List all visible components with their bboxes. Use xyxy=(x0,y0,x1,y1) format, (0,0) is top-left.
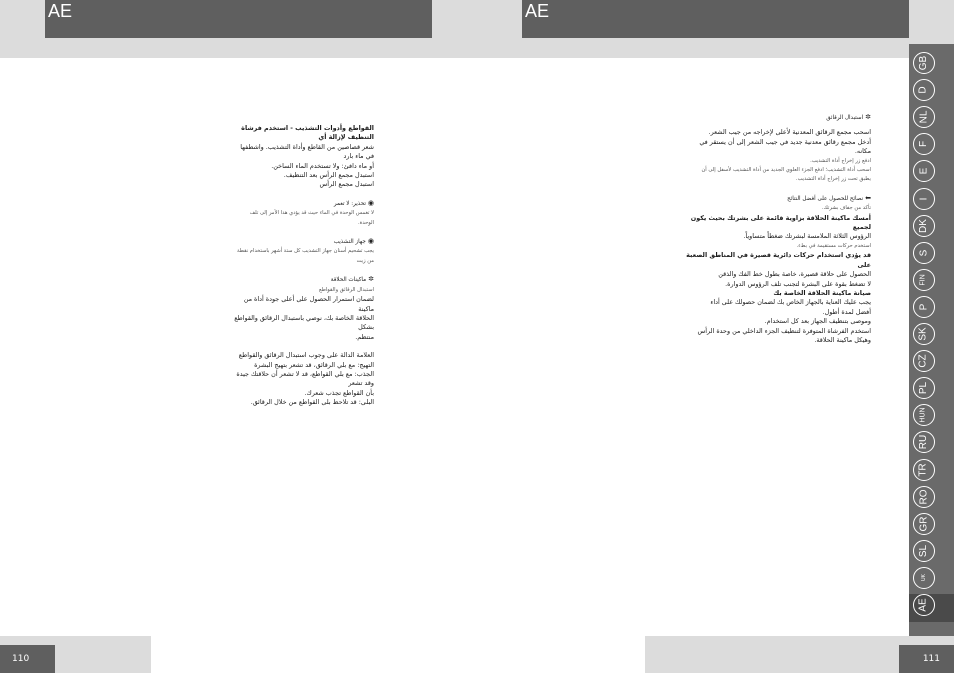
language-tab-label: HUN xyxy=(919,407,927,423)
eye-icon: ◉ xyxy=(367,237,374,246)
language-tab-ro[interactable] xyxy=(913,486,935,508)
right-page-content xyxy=(683,113,871,345)
text-line: التهيج: مع بلي الرقائق، قد تشعر بتهيج البشرة xyxy=(254,360,374,369)
text-line: استبدل مجمع الرأس بعد التنظيف. xyxy=(283,171,374,180)
text-line: تأكد من جفاف بشرتك. xyxy=(821,205,871,212)
language-tab-d[interactable] xyxy=(913,79,935,101)
text-line: وموصى بتنظيف الجهاز بعد كل استخدام. xyxy=(764,317,871,326)
text-line: أدخل مجمع رقائق معدنية جديد في جيب الشعر إلى أن يستقر في xyxy=(699,137,871,146)
text-line: البلى: قد تلاحظ بلى القواطع من خلال الرقائق. xyxy=(250,398,374,407)
gear-icon: ✲ xyxy=(865,113,871,121)
text-line: الرؤوس الثلاثة الملامسة لبشرتك ضغطاً متساوياً. xyxy=(743,232,871,241)
text-line: استبدل مجمع الرأس xyxy=(319,180,374,189)
language-tab-dk[interactable] xyxy=(913,215,935,237)
language-tab-s[interactable] xyxy=(913,242,935,264)
text-line: لضمان استمرار الحصول على أعلى جودة أداة من ماكينة xyxy=(243,295,374,313)
arrow-left-icon: ⬅ xyxy=(865,193,871,202)
language-tab-label: GB xyxy=(917,55,929,71)
language-tab-label: UK xyxy=(920,574,927,582)
language-tab-uk[interactable] xyxy=(913,567,935,589)
section-title: استبدال الرقائق xyxy=(826,115,864,121)
language-tab-label: F xyxy=(917,141,929,148)
text-line: الجذب: مع بلي القواطع، قد لا تشعر أن حلاقتك جيدة وقد تشعر xyxy=(236,369,374,388)
text-line: أو ماء دافئ: ولا تستخدم الماء الساخن. xyxy=(271,161,374,170)
language-tab-label: D xyxy=(917,86,929,94)
text-line: ادفع زر إخراج أداة التشذيب. xyxy=(810,157,871,164)
text-line: اسحب أداة التشذيب؛ ادفع الجزء العلوي الجديد من أداة التشذيب لأسفل إلى أن xyxy=(701,167,871,174)
warning-text: يجب تشحيم أسنان جهاز التشذيب كل ستة أشهر باستخدام نقطة من زيت xyxy=(237,248,374,264)
language-tab-label: I xyxy=(918,197,929,200)
language-tab-label: S xyxy=(917,249,929,257)
text-line: لا تضغط بقوة على البشرة لتجنب تلف الرؤوس الدوارة. xyxy=(725,279,871,288)
language-tab-cz[interactable] xyxy=(913,350,935,372)
language-tab-label: RO xyxy=(918,489,929,505)
text-line: يجب عليك العناية بالجهاز الخاص بك لضمان حصولك على أداء xyxy=(710,298,871,307)
text-line: استخدم الفرشاة المتوفرة لتنظيف الجزء الداخلي من وحدة الرأس xyxy=(697,326,871,335)
text-line: صيانة ماكينة الحلاقة الخاصة بك xyxy=(773,288,871,297)
language-tab-label: DK xyxy=(918,218,929,233)
language-tab-sk[interactable] xyxy=(913,323,935,345)
text-line: الحصول على حلاقة قصيرة، خاصة بطول خط الفك والذقن xyxy=(718,270,871,279)
language-tab-i[interactable] xyxy=(913,188,935,210)
language-tab-gb[interactable] xyxy=(913,52,935,74)
language-tab-p[interactable] xyxy=(913,296,935,318)
section-title: نصائح للحصول على أفضل النتائج xyxy=(787,195,864,202)
text-line: يطبق تحت زر إخراج أداة التشذيب. xyxy=(795,176,871,183)
eye-icon: ◉ xyxy=(367,198,374,207)
language-tab-fin[interactable] xyxy=(913,269,935,291)
warning-text: لا تغمس الوحدة في الماء حيث قد يؤدي هذا الأمر إلى تلف الوحدة. xyxy=(249,210,374,226)
text-line: وهيكل ماكينة الحلاقة. xyxy=(814,335,871,344)
warning-title: جهاز التشذيب xyxy=(333,239,366,246)
language-tab-label: TR xyxy=(918,462,929,477)
text-line: اسحب مجمع الرقائق المعدنية لأعلى لإخراجه من جيب الشعر. xyxy=(708,128,871,137)
header-label-right: AE xyxy=(522,0,909,38)
header-label-left: AE xyxy=(45,0,432,38)
text-line: استخدم حركات مستقيمة في بطء. xyxy=(796,242,871,249)
language-tab-label: E xyxy=(917,168,929,175)
text-line: قد يؤدي استخدام حركات دائرية قصيرة في المناطق الصعبة على xyxy=(686,251,871,269)
warning-title: تحذير: لا تغمر xyxy=(333,200,366,207)
text-line: أفضل لمدة أطول. xyxy=(822,307,871,316)
language-tab-label: AE xyxy=(918,598,929,612)
page-number-right: 111 xyxy=(899,645,954,673)
language-tab-label: SL xyxy=(917,544,929,557)
language-tab-label: P xyxy=(917,303,929,311)
language-tab-label: FIN xyxy=(920,274,927,286)
language-tab-label: RU xyxy=(917,435,929,450)
language-tab-label: GR xyxy=(918,516,929,532)
text-line: استبدال الرقائق والقواطع xyxy=(318,286,374,293)
text-line: منتظم. xyxy=(355,332,374,341)
text-line: القواطع وأدوات التشذيب - استخدم فرشاة التنظيف لإزالة أي xyxy=(241,124,374,142)
gear-icon: ✲ xyxy=(368,275,374,284)
text-line: الحلاقة الخاصة بك، نوصي باستبدال الرقائق والقواطع بشكل xyxy=(234,313,374,332)
page-number-left: 110 xyxy=(0,645,55,673)
language-tab-gr[interactable] xyxy=(913,513,935,535)
language-tab-ae[interactable] xyxy=(913,594,935,616)
language-tab-label: SK xyxy=(918,327,929,341)
text-line: بأن القواطع تجذب شعرك. xyxy=(304,388,374,397)
section-title: ماكينات الحلاقة xyxy=(330,277,367,284)
text-line: العلامة الدالة على وجوب استبدال الرقائق والقواطع xyxy=(238,351,374,360)
left-page-content xyxy=(234,124,374,408)
text-line: أمسك ماكينة الحلاقة بزاوية قائمة على بشرتك بحيث يكون لجميع xyxy=(690,213,871,232)
language-tab-label: CZ xyxy=(918,354,929,368)
language-tab-sl[interactable] xyxy=(913,540,935,562)
language-tab-label: NL xyxy=(917,110,929,124)
language-tab-tr[interactable] xyxy=(913,459,935,481)
text-line: مكانه. xyxy=(854,147,871,156)
text-line: شعر قصاصين من القاطع وأداة التشذيب. واشطفها في ماء بارد xyxy=(240,142,374,161)
language-tab-label: PL xyxy=(917,382,929,395)
